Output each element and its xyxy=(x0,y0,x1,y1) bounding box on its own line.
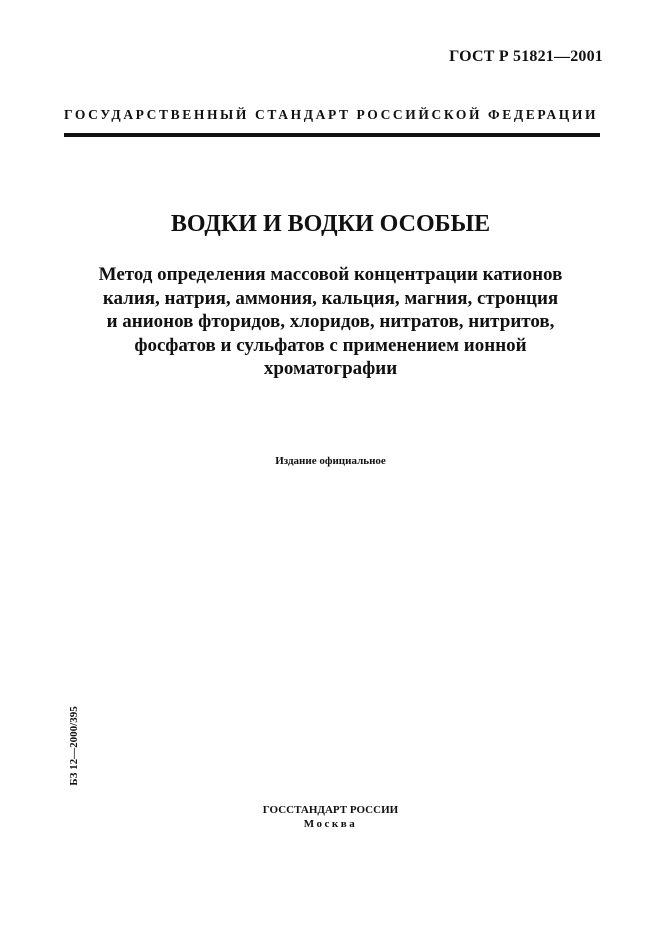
subtitle-line: фосфатов и сульфатов с применением ионной xyxy=(134,334,527,356)
subtitle-line: калия, натрия, аммония, кальция, магния, стронция xyxy=(102,287,559,309)
standard-type-heading: ГОСУДАРСТВЕННЫЙ СТАНДАРТ РОССИЙСКОЙ ФЕДЕРАЦИИ xyxy=(64,107,599,122)
subtitle-line: Метод определения массовой концентрации катионов xyxy=(98,264,563,285)
gost-number: ГОСТ Р 51821—2001 xyxy=(449,48,603,65)
subtitle-line: и анионов фторидов, хлоридов, нитратов, нитритов, xyxy=(106,311,555,332)
header-divider xyxy=(64,133,600,137)
subtitle-line: хроматографии xyxy=(263,358,398,379)
edition-label: Издание официальное xyxy=(275,455,386,467)
document-title: ВОДКИ И ВОДКИ ОСОБЫЕ xyxy=(170,211,491,237)
side-registration-code: БЗ 12—2000/395 xyxy=(68,706,80,786)
publisher-city: Москва xyxy=(303,818,358,830)
document-subtitle xyxy=(60,263,601,381)
publisher-name: ГОССТАНДАРТ РОССИИ xyxy=(262,804,399,816)
